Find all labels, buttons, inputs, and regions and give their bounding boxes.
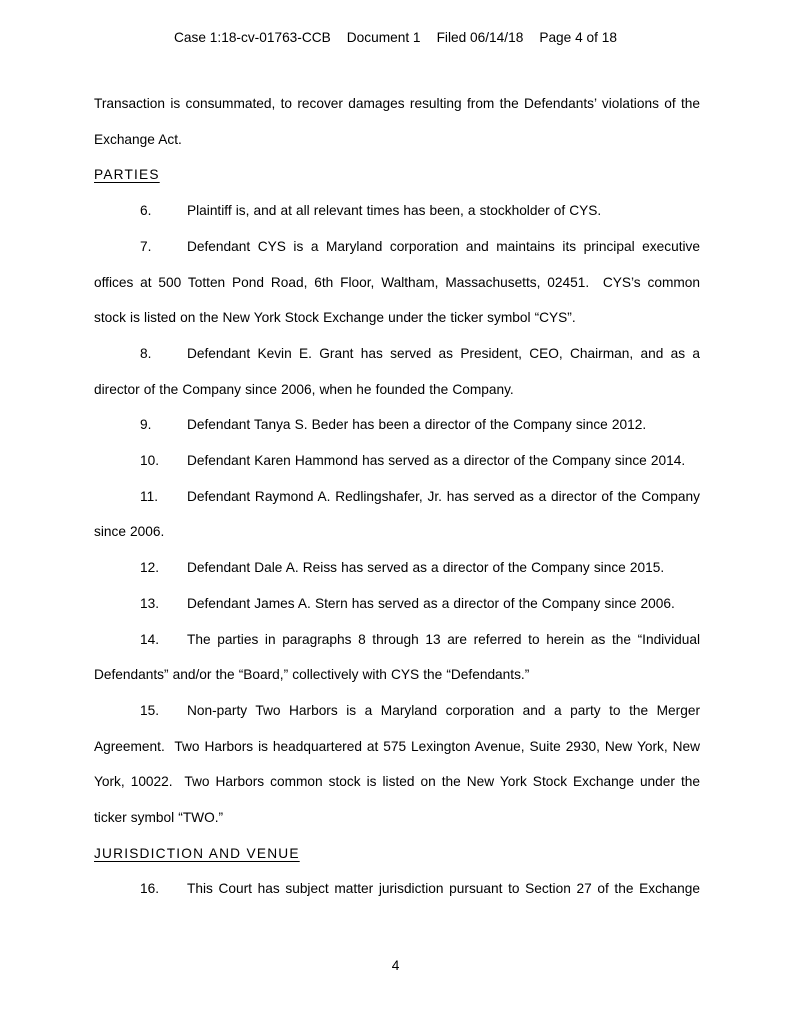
paragraph-10-number: 10. — [140, 453, 160, 469]
paragraph-9 — [94, 407, 700, 443]
document-number: Document 1 — [346, 30, 421, 45]
page-number: 4 — [391, 958, 400, 973]
section-heading-parties — [94, 157, 700, 193]
paragraph-10 — [94, 443, 700, 479]
paragraph-16-text: This Court has subject matter jurisdiction pursuant to Section 27 of the Exchange — [187, 881, 700, 897]
paragraph-6 — [94, 193, 700, 229]
paragraph-8-number: 8. — [140, 345, 152, 361]
paragraph-8 — [94, 336, 700, 407]
paragraph-10-text: Defendant Karen Hammond has served as a director of the Company since 2014. — [187, 453, 686, 469]
paragraph-7-number: 7. — [140, 238, 152, 254]
case-number: Case 1:18-cv-01763-CCB — [174, 30, 331, 45]
page-footer — [0, 958, 791, 973]
paragraph-8-text: Defendant Kevin E. Grant has served as President, CEO, Chairman, and as a director of the Company since 2006, when he founded the Company. — [94, 345, 700, 397]
paragraph-13-text: Defendant James A. Stern has served as a director of the Company since 2006. — [187, 595, 675, 611]
paragraph-13-number: 13. — [140, 595, 160, 611]
paragraph-12-number: 12. — [140, 560, 160, 576]
paragraph-15-number: 15. — [140, 702, 160, 718]
paragraph-14-number: 14. — [140, 631, 160, 647]
paragraph-12-text: Defendant Dale A. Reiss has served as a director of the Company since 2015. — [187, 560, 665, 576]
paragraph-11 — [94, 479, 700, 550]
filed-date: Filed 06/14/18 — [436, 30, 524, 45]
paragraph-9-number: 9. — [140, 417, 152, 433]
section-heading-jurisdiction-text: JURISDICTION AND VENUE — [94, 845, 300, 861]
paragraph-11-number: 11. — [140, 488, 159, 504]
court-stamp-header — [0, 30, 791, 45]
section-heading-jurisdiction — [94, 836, 700, 872]
paragraph-13 — [94, 586, 700, 622]
paragraph-7-text: Defendant CYS is a Maryland corporation and maintains its principal executive offices at 500 Totten Pond Road, 6th Floor, Waltham, Massachusetts, 02451. CYS’s common stock is listed on the New York Stock Exchange under the ticker symbol “CYS”. — [94, 238, 700, 326]
paragraph-16-number: 16. — [140, 881, 160, 897]
paragraph-6-text: Plaintiff is, and at all relevant times has been, a stockholder of CYS. — [187, 203, 602, 219]
paragraph-12 — [94, 550, 700, 586]
paragraph-9-text: Defendant Tanya S. Beder has been a director of the Company since 2012. — [187, 417, 647, 433]
paragraph-15-text: Non-party Two Harbors is a Maryland corporation and a party to the Merger Agreement. Two Harbors is headquartered at 575 Lexington Avenue, Suite 2930, New York, New York, 10022. Two Harbors common stock is listed on the New York Stock Exchange under the ticker symbol “TWO.” — [94, 702, 700, 826]
paragraph-14 — [94, 622, 700, 693]
paragraph-16 — [94, 871, 700, 907]
paragraph-6-number: 6. — [140, 203, 152, 219]
paragraph-14-text: The parties in paragraphs 8 through 13 are referred to herein as the “Individual Defendants” and/or the “Board,” collectively with CYS the “Defendants.” — [94, 631, 700, 683]
page-of-count: Page 4 of 18 — [539, 30, 617, 45]
paragraph-11-text: Defendant Raymond A. Redlingshafer, Jr. has served as a director of the Company since 2006. — [94, 488, 700, 540]
paragraph-continuation: Transaction is consummated, to recover damages resulting from the Defendants’ violations of the Exchange Act. — [94, 96, 700, 147]
section-heading-parties-text: PARTIES — [94, 167, 160, 183]
paragraph-7 — [94, 229, 700, 336]
paragraph-15 — [94, 693, 700, 836]
document-body — [94, 86, 700, 907]
